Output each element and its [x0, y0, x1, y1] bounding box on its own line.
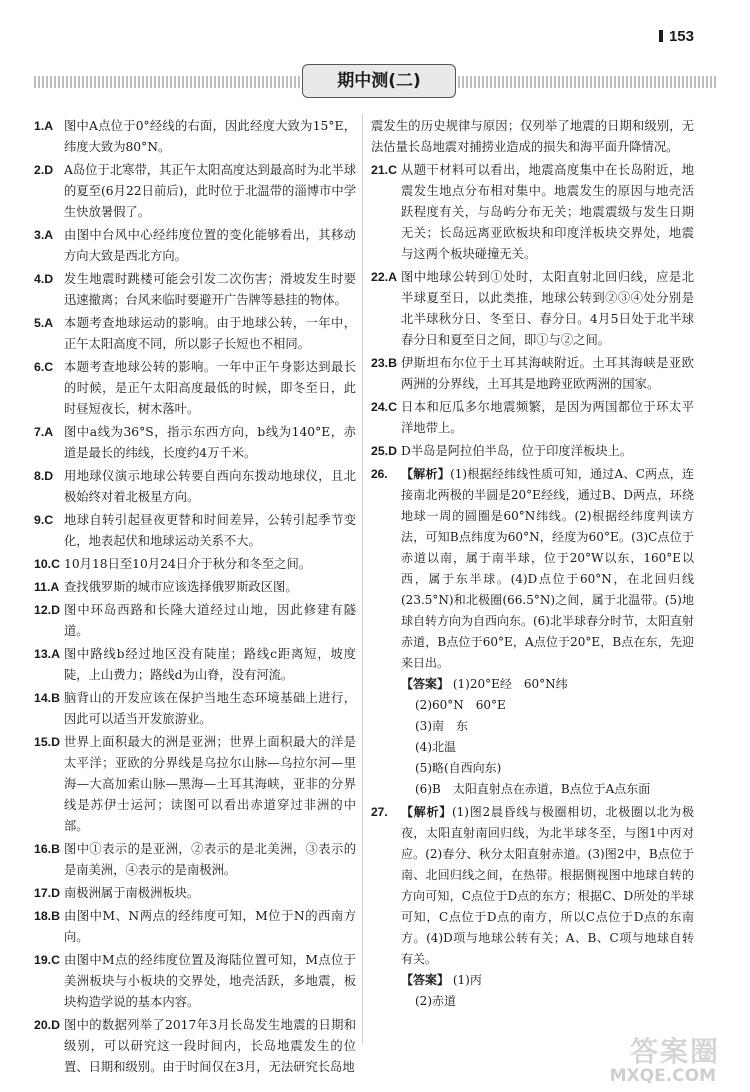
answer-item: [34, 554, 356, 575]
answer-item: [34, 577, 356, 598]
answer-item: [34, 688, 356, 730]
q26-analysis-label: 【解析】: [401, 467, 451, 481]
answer-number: 11.A: [34, 580, 60, 594]
answer-item: [34, 839, 356, 881]
answer-item: [34, 269, 356, 311]
page-number: 153: [659, 28, 694, 45]
answer-item: [371, 441, 694, 462]
q26-answers: [401, 674, 694, 800]
answer-item: [371, 267, 694, 351]
answer-item: [34, 225, 356, 267]
answer-number: 16.B: [34, 842, 60, 856]
answer-number: 13.A: [34, 647, 60, 661]
answer-number: 21.C: [371, 163, 397, 177]
section-header: [34, 64, 718, 102]
answer-explanation: 南极洲属于南极洲板块。: [64, 886, 200, 900]
answer-item: [34, 510, 356, 552]
answer-item: [371, 160, 694, 265]
answer-number: 10.C: [34, 557, 60, 571]
answer-explanation: 地球自转引起昼夜更替和时间差异，公转引起季节变化，地表起伏和地球运动关系不大。: [64, 513, 356, 548]
answer-item: [371, 353, 694, 395]
answer-explanation: 本题考查地球运动的影响。由于地球公转，一年中，正午太阳高度不同，所以影子长短也不相同。: [64, 316, 356, 351]
answer-item: [34, 422, 356, 464]
q20-continuation: 震发生的历史规律与原因；仅列举了地震的日期和级别，无法估量长岛地震对捕捞业造成的损失和海平面升降情况。: [371, 119, 694, 154]
answer-explanation: 伊斯坦布尔位于土耳其海峡附近。土耳其海峡是亚欧两洲的分界线，土耳其是地跨亚欧两洲的国家。: [401, 356, 694, 391]
answer-explanation: D半岛是阿拉伯半岛，位于印度洋板块上。: [401, 444, 633, 458]
answer-number: 5.A: [34, 316, 54, 330]
answer-item: [34, 644, 356, 686]
answer-item: [34, 116, 356, 158]
answer-line: (6)B 太阳直射点在赤道，B点位于A点东面: [415, 782, 651, 796]
answer-explanation: 由图中M点的经纬度位置及海陆位置可知，M点位于美洲板块与小板块的交界处，地壳活跃，多地震，板块构造学说的基本内容。: [64, 953, 356, 1009]
answer-number: 17.D: [34, 886, 60, 900]
q27-number: 27.: [371, 805, 388, 819]
answer-number: 25.D: [371, 444, 397, 458]
answer-line: (4)北温: [415, 740, 456, 754]
answer-number: 1.A: [34, 119, 54, 133]
right-column: [371, 116, 694, 1014]
answer-explanation: A岛位于北寒带，其正午太阳高度达到最高时为北半球的夏至(6月22日前后)，此时位于北温带的淄博市中学生快放暑假了。: [64, 163, 356, 219]
answer-explanation: 由图中台风中心经纬度位置的变化能够看出，其移动方向大致是西北方向。: [64, 228, 356, 263]
answer-line: (1)丙: [452, 973, 482, 987]
answer-item: [34, 883, 356, 904]
answer-explanation: 世界上面积最大的洲是亚洲；世界上面积最大的洋是太平洋；亚欧的分界线是乌拉尔山脉—乌拉尔河—里海—大高加索山脉—黑海—土耳其海峡，亚非的分界线是苏伊士运河；读图可以看出赤道穿过非洲的中部。: [64, 735, 356, 833]
answer-line: (2)赤道: [415, 994, 456, 1008]
watermark-url: MXQE.COM: [609, 1066, 716, 1086]
answer-explanation: 用地球仪演示地球公转要自西向东拨动地球仪，且北极始终对着北极星方向。: [64, 469, 356, 504]
answer-explanation: 本题考查地球公转的影响。一年中正午身影达到最长的时候，是正午太阳高度最低的时候，即冬至日，此时昼短夜长，树木落叶。: [64, 360, 356, 416]
answer-explanation: 由图中M、N两点的经纬度可知，M位于N的西南方向。: [64, 909, 356, 944]
answer-item: [34, 313, 356, 355]
answer-item: [34, 732, 356, 837]
answer-item: [34, 357, 356, 420]
answer-explanation: 从题干材料可以看出，地震高度集中在长岛附近，地震发生地点分布相对集中。地震发生的原因与地壳活跃程度有关，与岛屿分布无关；地震震级与发生日期无关；长岛远离亚欧板块和印度洋板块交界处，地震与这两个板块碰撞无关。: [401, 163, 694, 261]
answer-explanation: 图中的数据列举了2017年3月长岛发生地震的日期和级别，可以研究这一段时间内，长岛地震发生的位置、日期和级别。由于时间仅在3月，无法研究长岛地: [64, 1018, 356, 1074]
answer-number: 18.B: [34, 909, 60, 923]
answer-number: 6.C: [34, 360, 54, 374]
answer-item: [371, 397, 694, 439]
q26-number: 26.: [371, 467, 388, 481]
answer-item: [34, 600, 356, 642]
q26-block: [371, 464, 694, 800]
answer-number: 19.C: [34, 953, 60, 967]
answer-item: [34, 1015, 356, 1078]
answer-line: (5)略(自西向东): [415, 761, 502, 775]
answer-explanation: 图中A点位于0°经线的右面，因此经度大致为15°E，纬度大致为80°N。: [64, 119, 356, 154]
answer-number: 22.A: [371, 270, 397, 284]
answer-explanation: 脑背山的开发应该在保护当地生态环境基础上进行，因此可以适当开发旅游业。: [64, 691, 356, 726]
answer-explanation: 日本和厄瓜多尔地震频繁，是因为两国都位于环太平洋地带上。: [401, 400, 694, 435]
answer-number: 8.D: [34, 469, 54, 483]
answer-number: 7.A: [34, 425, 54, 439]
q26-analysis: (1)根据经纬线性质可知，通过A、C两点，连接南北两极的半圆是20°E经线，通过B、D两点，环绕地球一周的圆圈是60°N纬线。(2)根据经纬度判读方法，可知B点纬度为60°N，经度为60°E。(3)C点位于赤道以南，属于南半球，位于20°W以东，160°E以西，属于东半球。(4)D点位于60°N，在北回归线(23.5°N)和北极圈(66.5°N)之间，属于北温带。(5)地球自转方向为自西向东。(6)北半球春分时节，太阳直射赤道，B点位于60°E，A点位于20°E，B点在东，先迎来日出。: [401, 467, 695, 670]
answer-line: (1)20°E经 60°N纬: [452, 677, 568, 691]
left-column: [34, 116, 356, 1080]
answer-number: 14.B: [34, 691, 60, 705]
answer-list-right: [371, 160, 694, 462]
q27-analysis: (1)图2晨昏线与极圈相切，北极圈以北为极夜，太阳直射南回归线，为北半球冬至，与图1中丙对应。(2)春分、秋分太阳直射赤道。(3)图2中，B点位于南、北回归线之间，在热带。根据侧视图中地球自转的方向可知，C点位于D点的东方；根据C、D所处的半球可知，C点位于D点的南方，所以C点位于D点的东南方。(4)D项与地球公转有关；A、B、C项与地球自转有关。: [401, 805, 694, 966]
answer-number: 24.C: [371, 400, 397, 414]
column-divider: [362, 114, 363, 1044]
answer-number: 15.D: [34, 735, 60, 749]
answer-explanation: 图中环岛西路和长隆大道经过山地，因此修建有隧道。: [64, 603, 356, 638]
answer-item: [34, 160, 356, 223]
answer-number: 2.D: [34, 163, 54, 177]
q27-answer-label: 【答案】: [401, 973, 450, 987]
answer-explanation: 发生地震时跳楼可能会引发二次伤害；滑坡发生时要迅速撤离；台风来临时要避开广告牌等悬挂的物体。: [64, 272, 356, 307]
answer-number: 12.D: [34, 603, 60, 617]
q27-answers: [401, 970, 694, 1012]
watermark-logo: 答案圈: [629, 1035, 720, 1068]
answer-explanation: 图中①表示的是亚洲，②表示的是北美洲，③表示的是南美洲，④表示的是南极洲。: [64, 842, 356, 877]
q27-block: [371, 802, 694, 1012]
q27-analysis-label: 【解析】: [401, 805, 452, 819]
answer-line: (3)南 东: [415, 719, 468, 733]
answer-explanation: 查找俄罗斯的城市应该选择俄罗斯政区图。: [64, 580, 298, 594]
answer-explanation: 图中地球公转到①处时，太阳直射北回归线，应是北半球夏至日，以此类推，地球公转到②③④处分别是北半球秋分日、冬至日、春分日。4月5日处于北半球春分日和夏至日之间，即①与②之间。: [401, 270, 694, 347]
answer-item: [34, 950, 356, 1013]
page-title: 期中测(二): [302, 64, 456, 98]
answer-item: [34, 466, 356, 508]
answer-number: 23.B: [371, 356, 397, 370]
answer-line: (2)60°N 60°E: [415, 698, 506, 712]
answer-number: 4.D: [34, 272, 54, 286]
answer-explanation: 10月18日至10月24日介于秋分和冬至之间。: [64, 557, 312, 571]
answer-number: 9.C: [34, 513, 54, 527]
q26-answer-label: 【答案】: [401, 677, 450, 691]
answer-number: 20.D: [34, 1018, 60, 1032]
answer-item: [34, 906, 356, 948]
answer-explanation: 图中路线b经过地区没有陡崖；路线c距离短，坡度陡，上山费力；路线d为山脊，没有河流。: [64, 647, 356, 682]
answer-explanation: 图中a线为36°S，指示东西方向，b线为140°E，赤道是最长的纬线，长度约4万千米。: [64, 425, 356, 460]
answer-number: 3.A: [34, 228, 54, 242]
